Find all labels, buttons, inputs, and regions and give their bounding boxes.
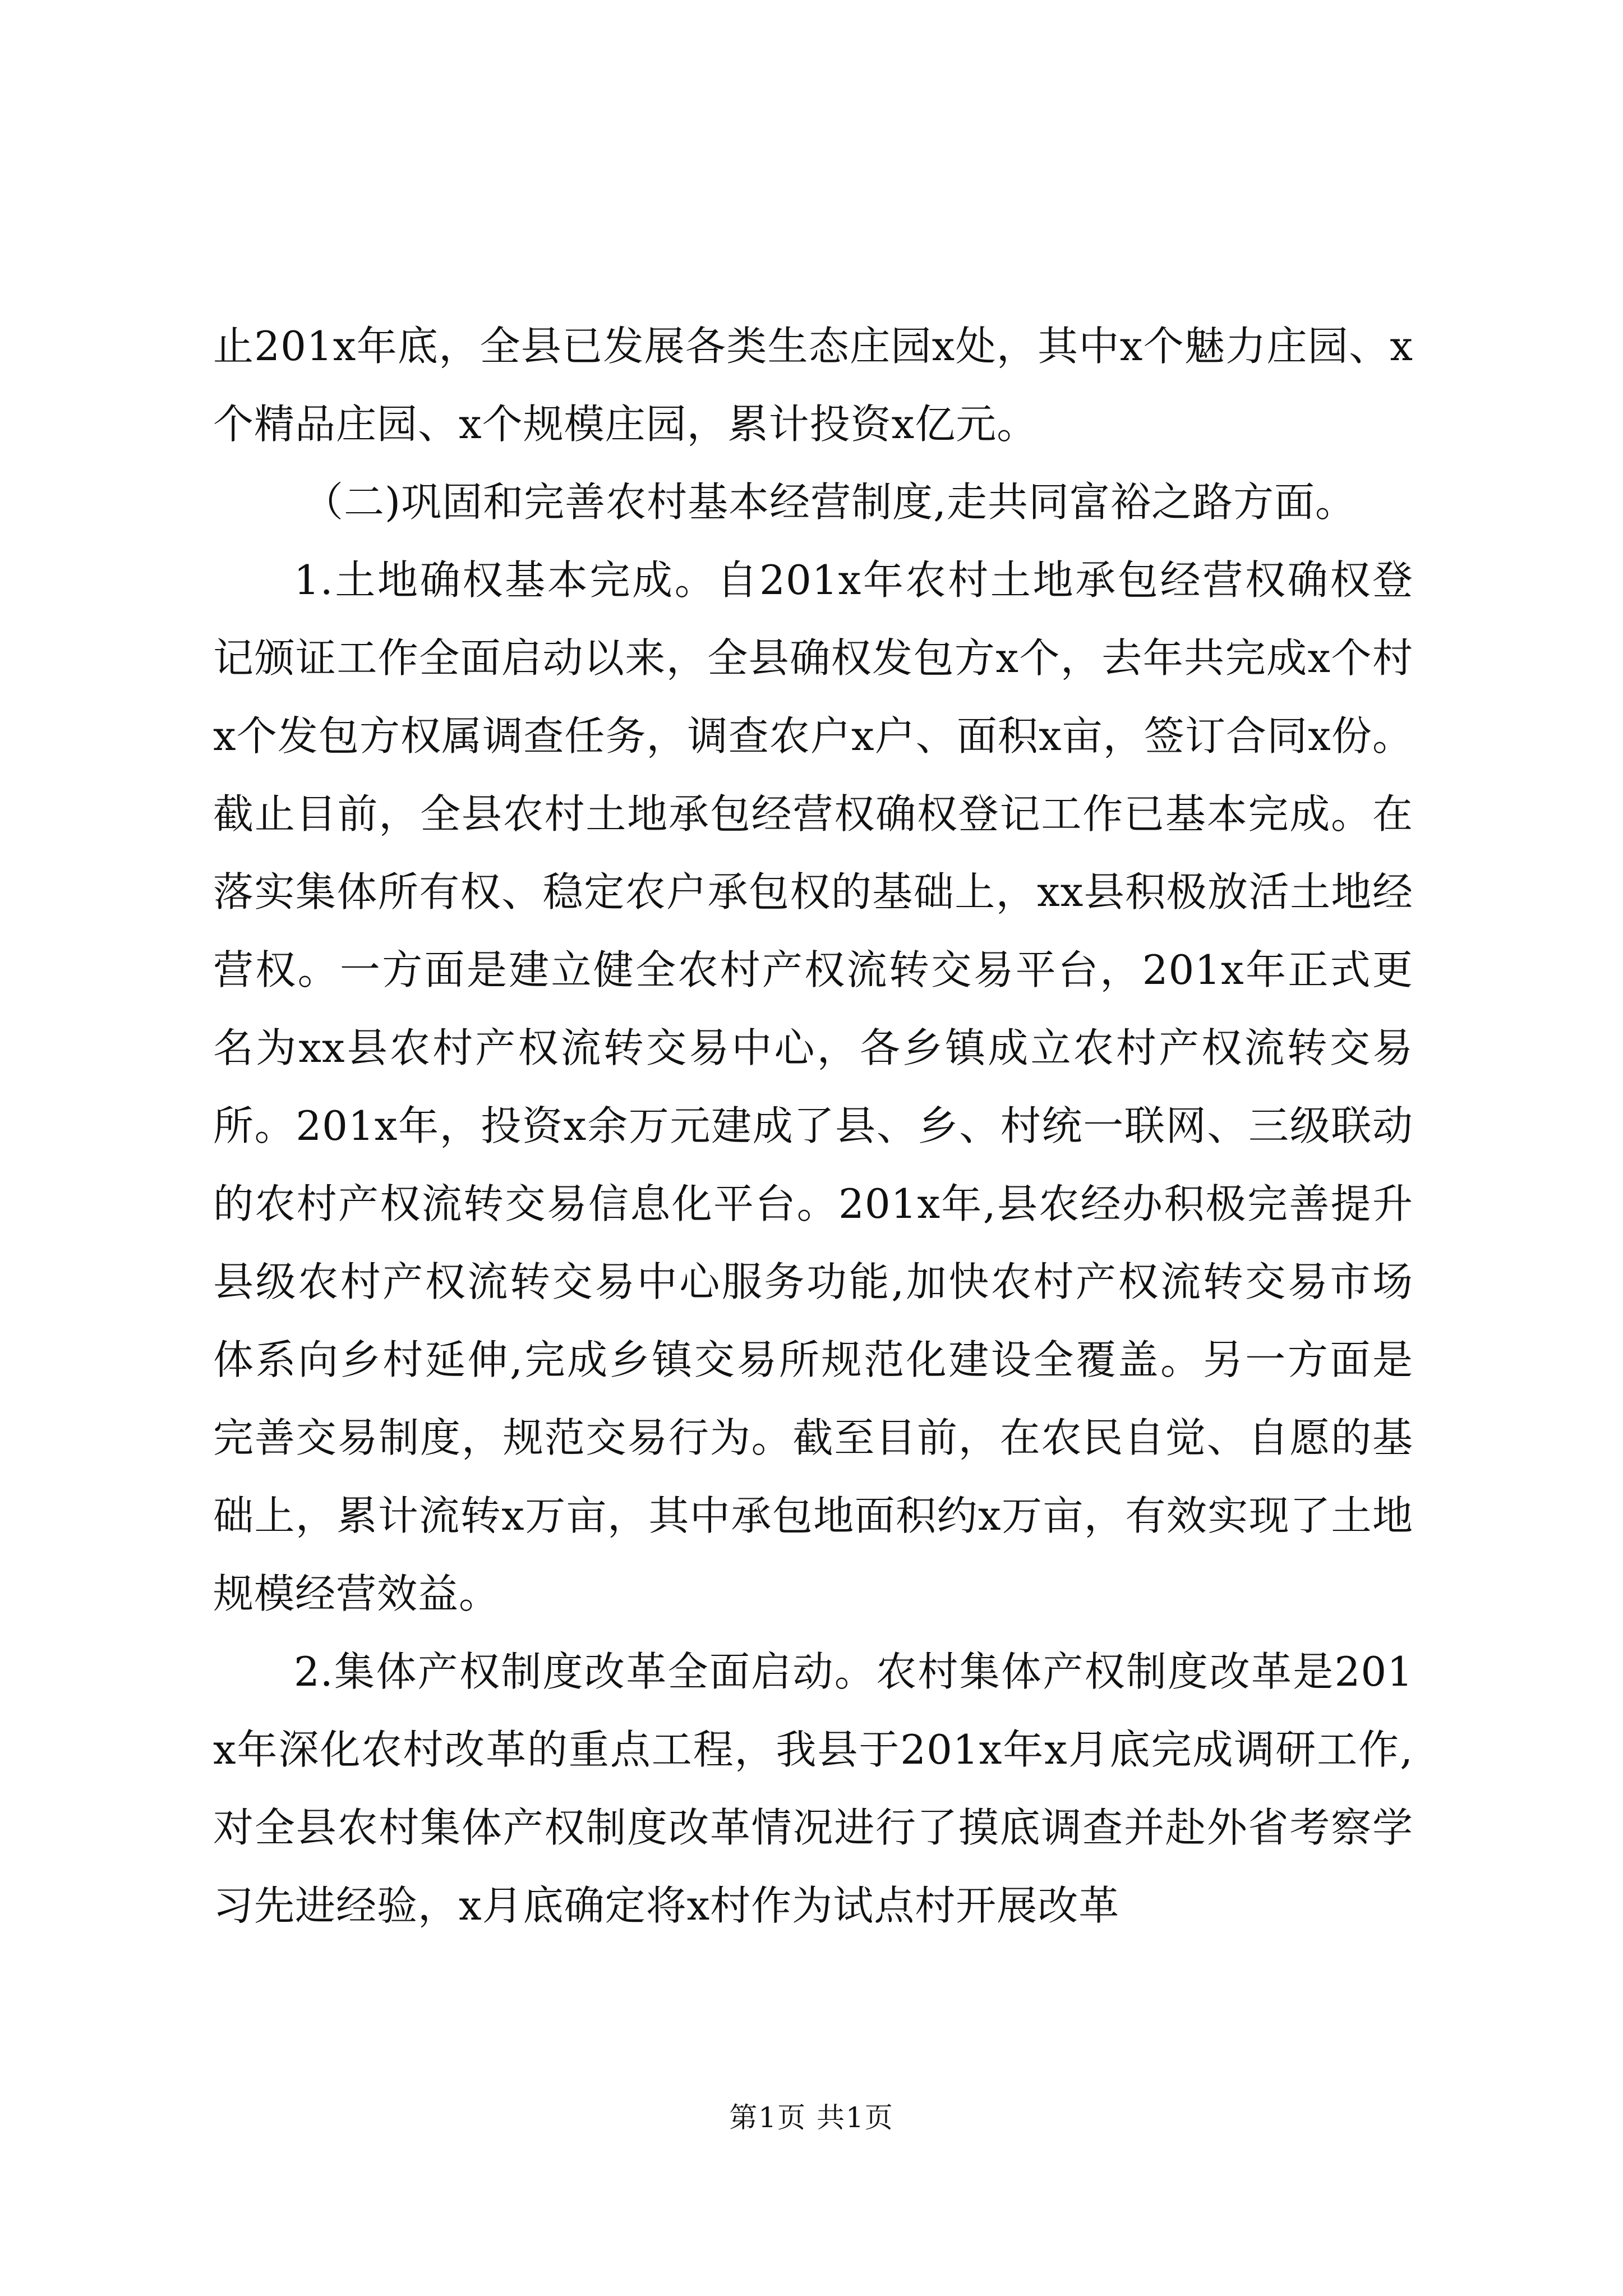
page-footer: [0, 2095, 1623, 2140]
paragraph-continuation: 止201x年底，全县已发展各类生态庄园x处，其中x个魅力庄园、x个精品庄园、x个规模庄园，累计投资x亿元。: [213, 323, 1413, 448]
section-heading: （二)巩固和完善农村基本经营制度,走共同富裕之路方面。: [303, 478, 1356, 526]
paragraph-land-rights: 1.土地确权基本完成。自201x年农村土地承包经营权确权登记颁证工作全面启动以来，全县确权发包方x个，去年共完成x个村x个发包方权属调查任务，调查农户x户、面积x亩，签订合同x份。截止目前，全县农村土地承包经营权确权登记工作已基本完成。在落实集体所有权、稳定农户承包权的基础上，xx县积极放活土地经营权。一方面是建立健全农村产权流转交易平台，201x年正式更名为xx县农村产权流转交易中心，各乡镇成立农村产权流转交易所。201x年，投资x余万元建成了县、乡、村统一联网、三级联动的农村产权流转交易信息化平台。201x年,县农经办积极完善提升县级农村产权流转交易中心服务功能,加快农村产权流转交易市场体系向乡村延伸,完成乡镇交易所规范化建设全覆盖。另一方面是完善交易制度，规范交易行为。截至目前，在农民自觉、自愿的基础上，累计流转x万亩，其中承包地面积约x万亩，有效实现了土地规模经营效益。: [213, 556, 1413, 1617]
page-number-label: 第1页 共1页: [729, 2101, 894, 2134]
document-body: [213, 307, 1413, 1945]
paragraph-collective-property: 2.集体产权制度改革全面启动。农村集体产权制度改革是201x年深化农村改革的重点工程，我县于201x年x月底完成调研工作,对全县农村集体产权制度改革情况进行了摸底调查并赴外省考察学习先进经验，x月底确定将x村作为试点村开展改革: [213, 1648, 1413, 1929]
